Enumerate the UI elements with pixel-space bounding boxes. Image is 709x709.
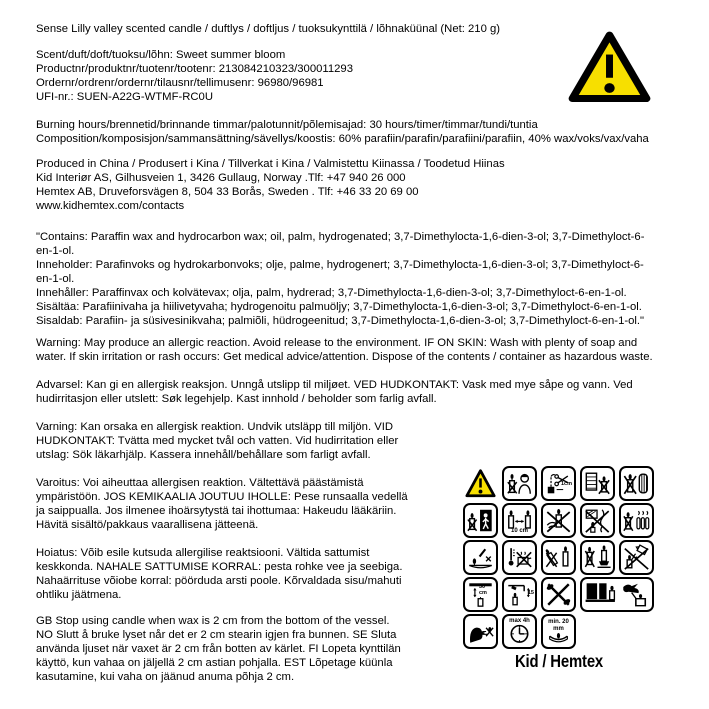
kid-address-line: Kid Interiør AS, Gilhusveien 1, 3426 Gullaug, Norway .Tlf: +47 940 26 000 [36, 172, 406, 184]
page-title-block [36, 22, 500, 36]
warning-est-line2: keskkonda. NAHALE SATTUMISE KORRAL: pesta rohke vee ja seebiga. [36, 561, 403, 573]
usage-note-line3: använda ljuset när vaxet är 2 cm från botten av kärlet. FI Lopeta kynttilän [36, 643, 401, 655]
scent-line: Scent/duft/doft/tuoksu/lõhn: Sweet summer bloom [36, 49, 286, 61]
pictogram-label: max 4h [509, 618, 530, 624]
do-not-blow-out-icon [463, 614, 498, 649]
pictogram-label: 10 cm [510, 528, 528, 534]
usage-note-line1: GB Stop using candle when wax is 2 cm from the bottom of the vessel. [36, 615, 390, 627]
contains-en-line1: "Contains: Paraffin wax and hydrocarbon wax; oil, palm, hydrogenated; 3,7-Dimethylocta-1,6-dien-3-ol; 3,7-Dimethyloct-6- [36, 231, 645, 243]
contains-en-line2: en-1-ol. [36, 245, 75, 257]
warning-fi-line4: Hävitä sisältö/pakkaus vaarallisena jätteenä. [36, 519, 259, 531]
usage-note-line5: kasutamine, kui vaha on jäänud anuma põhja 2 cm. [36, 671, 295, 683]
usage-note-block [36, 614, 401, 684]
producer-info-block [36, 157, 505, 213]
do-not-use-for-heating-icon [502, 540, 537, 575]
product-number-line: Productnr/produktnr/tuotenr/tootenr: 213084210323/300011293 [36, 63, 353, 75]
warning-en-line1: Warning: May produce an allergic reaction. Avoid release to the environment. IF ON SKIN: Wash with plenty of soap and [36, 337, 638, 349]
pictogram-label: min. 20 mm [548, 619, 569, 632]
brand-logo-text: Kid / Hemtex [514, 651, 604, 671]
warning-fi-line2: ympäristöön. JOS KEMIKAALIA JOUTUU IHOLLE: Pese runsaalla vedellä [36, 491, 408, 503]
shelf-clearance-icon [502, 577, 537, 612]
do-not-move-burning-candle-icon [541, 503, 576, 538]
usage-note-line4: käyttö, kun vahaa on jäljellä 2 cm astian pohjalla. EST Lõpetage küünla [36, 657, 393, 669]
keep-away-from-curtains-and-pets-icon [580, 577, 654, 612]
contains-no-line1: Inneholder: Parafinvoks og hydrokarbonvoks; olje, palme, hydrogenert; 3,7-Dimethylocta-1,6-dien-3-ol; 3,7-Dimethyloct-6- [36, 259, 644, 271]
contains-est-line: Sisaldab: Parafiin- ja süsivesinikvaha; palmiõli, hüdrogeenitud; 3,7-Dimethylocta-1,6-dien-3-ol; 3,7-Dimethyloct-6-en-1-ol." [36, 315, 645, 327]
hemtex-address-line: Hemtex AB, Druveforsvägen 8, 504 33 Borås, Sweden . Tlf: +46 33 20 69 00 [36, 186, 419, 198]
warning-no-block [36, 378, 633, 406]
keep-away-from-children-icon [502, 466, 537, 501]
warning-est-line1: Hoiatus: Võib esile kutsuda allergilise reaktsiooni. Vältida sattumist [36, 547, 370, 559]
warning-fi-block [36, 476, 408, 532]
contains-se-line: Innehåller: Paraffinvax och kolvätevax; olja, palm, hydrerad; 3,7-Dimethylocta-1,6-dien-3-ol; 3,7-Dimethyloct-6-en-1-ol. [36, 287, 627, 299]
warning-no-line2: hudirritasjon eller utslett: Søk legehjelp. Kast innhold / beholder som farlig avfall. [36, 393, 437, 405]
produced-in-line: Produced in China / Produsert i Kina / Tillverkat i Kina / Valmistettu Kiinassa / Toodetud Hiinas [36, 158, 505, 170]
keep-away-from-flammable-objects-icon [580, 503, 615, 538]
warning-triangle-icon [566, 27, 653, 108]
warning-est-line3: Nahaärrituse võiobe korral: pöörduda arsti poole. Kõrvaldada sisu/mahuti [36, 575, 402, 587]
keep-candles-apart-icon [502, 503, 537, 538]
burn-info-block [36, 118, 649, 146]
safety-pictogram-grid [463, 466, 655, 650]
do-not-extinguish-with-water-icon [619, 540, 654, 575]
contains-fi-line: Sisältäa: Parafiinivaha ja hiilivetyvaha; hydrogenoitu palmuöljy; 3,7-Dimethylocta-1,6-dien-3-ol; 3,7-Dimethyloct-6-en-1-ol. [36, 301, 642, 313]
keep-away-from-heat-icon [619, 503, 654, 538]
use-candle-holder-icon [580, 540, 615, 575]
product-info-block [36, 48, 353, 104]
trim-wick-icon [541, 466, 576, 501]
pictogram-label: 1cm [560, 481, 572, 487]
do-not-leave-unattended-icon [463, 503, 498, 538]
contains-no-line2: en-1-ol. [36, 273, 75, 285]
warning-se-line2: HUDKONTAKT: Tvätta med mycket tvål och vatten. Vid hudirritation eller [36, 435, 399, 447]
website-line: www.kidhemtex.com/contacts [36, 200, 185, 212]
warning-est-block [36, 546, 402, 602]
pictogram-label: 30 cm [479, 584, 487, 596]
warning-no-line1: Advarsel: Kan gi en allergisk reaksjon. Unngå utslipp til miljøet. VED HUDKONTAKT: Vask med mye såpe og vann. Ved [36, 379, 633, 391]
burning-hours-line: Burning hours/brennetid/brinnande timmar/palotunnit/põlemisajad: 30 hours/timer/timmar/tundi/tuntia [36, 119, 538, 131]
do-not-burn-near-flammable-icon [619, 466, 654, 501]
keep-away-from-blinds-icon [580, 466, 615, 501]
burn-upright-icon [541, 540, 576, 575]
product-title: Sense Lilly valley scented candle / duftlys / doftljus / tuoksukynttilä / lõhnaküünal (Net: 210 g) [36, 23, 501, 35]
composition-line: Composition/komposisjon/sammansättning/sävellys/koostis: 60% parafiin/parafin/parafiini/parafiin, 40% wax/voks/vax/vaha [36, 133, 649, 145]
do-not-touch-icon [541, 577, 576, 612]
burn-max-4h-icon [502, 614, 537, 649]
warning-en-block [36, 336, 653, 364]
warning-fi-line1: Varoitus: Voi aiheuttaa allergisen reaktion. Vältettävä päästämistä [36, 477, 364, 489]
min-wax-depth-icon [541, 614, 576, 649]
usage-note-line2: NO Slutt å bruke lyset når det er 2 cm stearin igjen fra bunnen. SE Sluta [36, 629, 397, 641]
pictogram-label: 15 [527, 590, 534, 596]
warning-se-block [36, 420, 398, 462]
contains-block [36, 230, 644, 328]
warning-fi-line3: ja saippualla. Jos ilmenee ihoärsytystä tai ihottumaa: Hakeudu lääkäriin. [36, 505, 397, 517]
order-number-line: Ordernr/ordrenr/ordernr/tilausnr/tellimusenr: 96980/96981 [36, 77, 324, 89]
warning-en-line2: water. If skin irritation or rash occurs: Get medical advice/attention. Dispose of the contents / container as hazardous waste. [36, 351, 653, 363]
warning-se-line3: utslag: Sök läkarhjälp. Kassera innehåll/behållare som farligt avfall. [36, 449, 371, 461]
warning-se-line1: Varning: Kan orsaka en allergisk reaktion. Undvik utsläpp till miljön. VID [36, 421, 394, 433]
warning-est-line4: ohtliku jäätmena. [36, 589, 122, 601]
ufi-number-line: UFI-nr.: SUEN-A22G-WTMF-RC0U [36, 91, 213, 103]
keep-wax-pool-clear-icon [463, 540, 498, 575]
overhead-clearance-icon [463, 577, 498, 612]
warning-triangle-icon [463, 466, 498, 501]
